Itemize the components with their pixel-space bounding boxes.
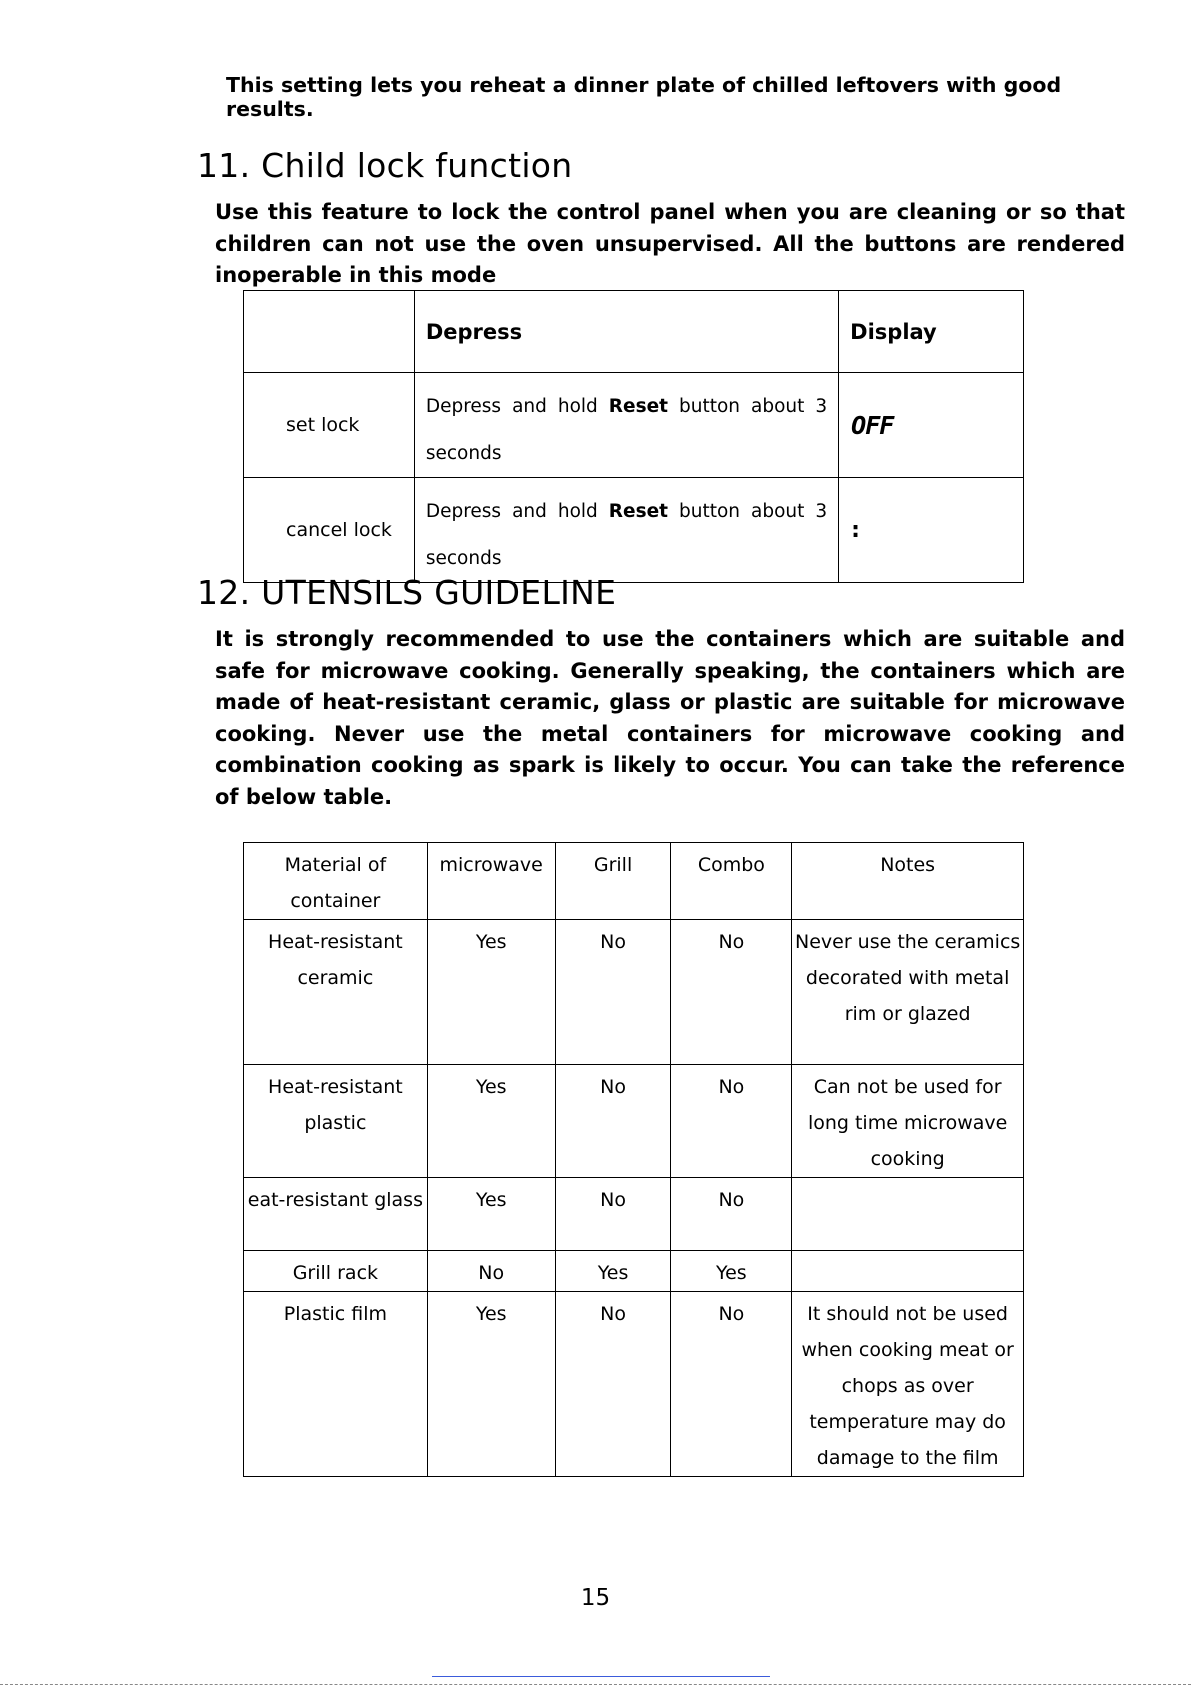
- child-lock-table: [243, 290, 1024, 583]
- header-empty: [244, 291, 415, 373]
- header-material: Material of container: [244, 843, 428, 920]
- set-lock-row: [244, 373, 1024, 478]
- intro-text: This setting lets you reheat a dinner plate of chilled leftovers with good results.: [226, 73, 1062, 121]
- material-cell: Heat-resistant plastic: [244, 1065, 428, 1178]
- microwave-cell: No: [427, 1251, 555, 1292]
- cancel-lock-label: cancel lock: [244, 478, 415, 583]
- header-notes: Notes: [792, 843, 1024, 920]
- desc-text: button about 3 seconds: [425, 501, 828, 569]
- combo-cell: Yes: [671, 1251, 792, 1292]
- section-12-paragraph: It is strongly recommended to use the containers which are suitable and safe for microwave cooking. Generally speaking, the containers which are made of heat-resistant ceramic, glass or plastic are suitable for microwave cooking. Never use the metal containers for microwave cooking and combination cooking as spark is likely to occur. You can take the reference of below table.: [215, 627, 1125, 809]
- table-row: [244, 1178, 1024, 1251]
- table-row: [244, 1065, 1024, 1178]
- page-number: 15: [580, 1585, 611, 1611]
- notes-cell: Can not be used for long time microwave cooking: [792, 1065, 1024, 1178]
- utensils-header-row: [244, 843, 1024, 920]
- cancel-lock-description: [414, 478, 838, 583]
- section-11-paragraph: Use this feature to lock the control panel when you are cleaning or so that children can not use the oven unsupervised. All the buttons are rendered inoperable in this mode: [215, 200, 1125, 287]
- notes-cell: [792, 1178, 1024, 1251]
- header-display: Display: [839, 291, 1024, 373]
- cancel-lock-row: [244, 478, 1024, 583]
- child-lock-header-row: [244, 291, 1024, 373]
- display-colon-readout: :: [851, 517, 860, 543]
- reset-keyword: Reset: [608, 396, 668, 417]
- section-12-heading: 12. UTENSILS GUIDELINE: [197, 573, 617, 612]
- combo-cell: No: [671, 920, 792, 1065]
- section-11-heading: 11. Child lock function: [197, 146, 573, 185]
- material-cell: eat-resistant glass: [244, 1178, 428, 1251]
- footer-rule: [432, 1676, 770, 1677]
- header-microwave: microwave: [427, 843, 555, 920]
- microwave-cell: Yes: [427, 1065, 555, 1178]
- combo-cell: No: [671, 1065, 792, 1178]
- table-row: [244, 1292, 1024, 1477]
- grill-cell: No: [555, 1292, 671, 1477]
- header-combo: Combo: [671, 843, 792, 920]
- utensils-table: [243, 842, 1024, 1477]
- desc-text: Depress and hold: [425, 501, 609, 522]
- header-grill: Grill: [555, 843, 671, 920]
- set-lock-description: [414, 373, 838, 478]
- microwave-cell: Yes: [427, 920, 555, 1065]
- notes-cell: It should not be used when cooking meat or chops as over temperature may do damage to the film: [792, 1292, 1024, 1477]
- material-cell: Plastic film: [244, 1292, 428, 1477]
- header-depress: Depress: [414, 291, 838, 373]
- notes-cell: Never use the ceramics decorated with metal rim or glazed: [792, 920, 1024, 1065]
- cancel-lock-display: [839, 478, 1024, 583]
- table-row: [244, 920, 1024, 1065]
- desc-text: button about 3 seconds: [425, 396, 828, 464]
- combo-cell: No: [671, 1292, 792, 1477]
- material-cell: Grill rack: [244, 1251, 428, 1292]
- notes-cell: [792, 1251, 1024, 1292]
- microwave-cell: Yes: [427, 1178, 555, 1251]
- set-lock-label: set lock: [244, 373, 415, 478]
- reset-keyword: Reset: [608, 501, 668, 522]
- grill-cell: Yes: [555, 1251, 671, 1292]
- display-off-readout: OFF: [851, 410, 894, 440]
- combo-cell: No: [671, 1178, 792, 1251]
- desc-text: Depress and hold: [425, 396, 609, 417]
- grill-cell: No: [555, 1178, 671, 1251]
- set-lock-display: [839, 373, 1024, 478]
- microwave-cell: Yes: [427, 1292, 555, 1477]
- material-cell: Heat-resistant ceramic: [244, 920, 428, 1065]
- grill-cell: No: [555, 1065, 671, 1178]
- grill-cell: No: [555, 920, 671, 1065]
- table-row: [244, 1251, 1024, 1292]
